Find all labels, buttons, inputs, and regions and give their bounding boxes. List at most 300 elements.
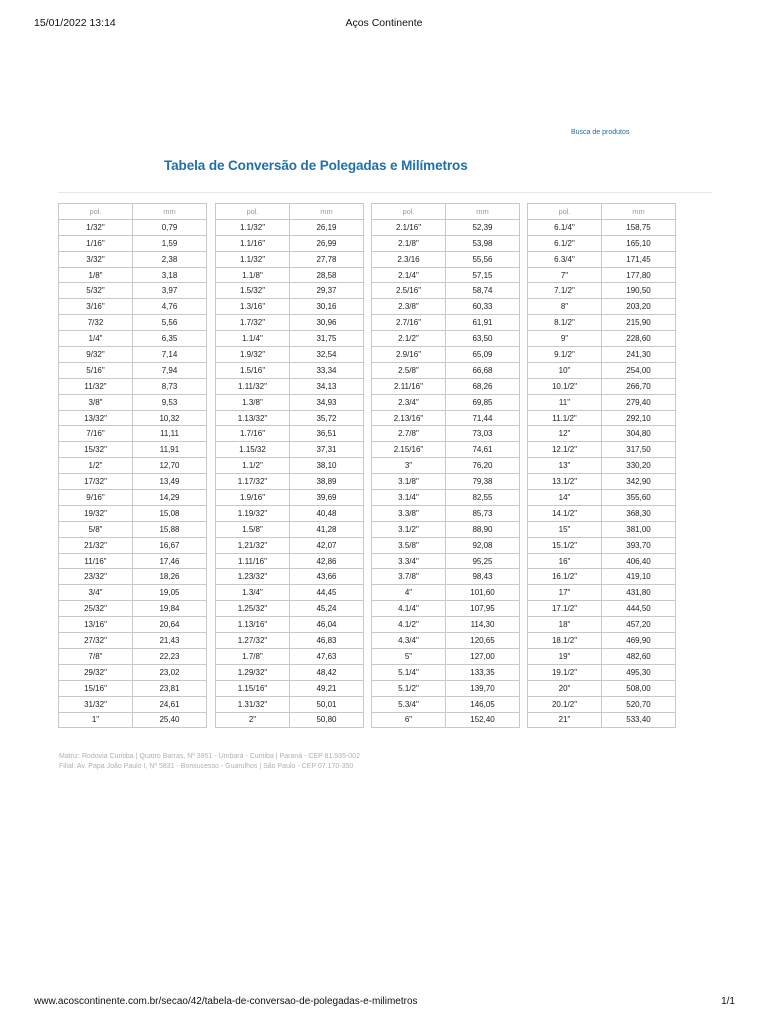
mm-cell: 190,50 [602, 283, 676, 299]
inch-cell: 10.1/2" [528, 378, 602, 394]
table-row [372, 235, 520, 251]
table-row [528, 664, 676, 680]
mm-cell: 10,32 [133, 410, 207, 426]
table-row [528, 331, 676, 347]
mm-cell: 2,38 [133, 251, 207, 267]
mm-cell: 36,51 [290, 426, 364, 442]
mm-cell: 13,49 [133, 474, 207, 490]
table-row [216, 283, 364, 299]
mm-cell: 52,39 [446, 219, 520, 235]
mm-cell: 43,66 [290, 569, 364, 585]
mm-cell: 146,05 [446, 696, 520, 712]
table-row [59, 299, 207, 315]
search-products-link[interactable]: Busca de produtos [571, 129, 630, 136]
table-row [372, 505, 520, 521]
mm-cell: 20,64 [133, 617, 207, 633]
column-header-pol: pol. [528, 204, 602, 220]
table-row [528, 283, 676, 299]
inch-cell: 19.1/2" [528, 664, 602, 680]
table-row [372, 362, 520, 378]
table-row [216, 601, 364, 617]
column-header-mm: mm [446, 204, 520, 220]
table-row [216, 664, 364, 680]
table-row [528, 680, 676, 696]
table-row [528, 458, 676, 474]
table-row [216, 633, 364, 649]
inch-cell: 2.5/16" [372, 283, 446, 299]
column-header-mm: mm [133, 204, 207, 220]
table-row [372, 378, 520, 394]
mm-cell: 61,91 [446, 315, 520, 331]
inch-cell: 1.13/16" [216, 617, 290, 633]
mm-cell: 23,02 [133, 664, 207, 680]
table-header-row [59, 204, 207, 220]
inch-cell: 15/16" [59, 680, 133, 696]
table-row [528, 362, 676, 378]
table-row [372, 680, 520, 696]
table-row [216, 410, 364, 426]
inch-cell: 2.1/8" [372, 235, 446, 251]
table-row [528, 267, 676, 283]
table-row [216, 347, 364, 363]
inch-cell: 15/32" [59, 442, 133, 458]
mm-cell: 14,29 [133, 490, 207, 506]
inch-cell: 3" [372, 458, 446, 474]
table-header-row [216, 204, 364, 220]
inch-cell: 1.1/32" [216, 219, 290, 235]
inch-cell: 5" [372, 648, 446, 664]
mm-cell: 101,60 [446, 585, 520, 601]
mm-cell: 74,61 [446, 442, 520, 458]
table-row [59, 585, 207, 601]
table-row [216, 219, 364, 235]
table-row [216, 362, 364, 378]
mm-cell: 12,70 [133, 458, 207, 474]
inch-cell: 1.31/32" [216, 696, 290, 712]
inch-cell: 6.1/2" [528, 235, 602, 251]
table-row [216, 521, 364, 537]
inch-cell: 2.3/8" [372, 299, 446, 315]
table-row [216, 315, 364, 331]
table-row [372, 601, 520, 617]
table-header-row [528, 204, 676, 220]
table-row [528, 235, 676, 251]
mm-cell: 23,81 [133, 680, 207, 696]
table-row [59, 219, 207, 235]
table-row [59, 696, 207, 712]
mm-cell: 44,45 [290, 585, 364, 601]
table-row [59, 633, 207, 649]
inch-cell: 1.27/32" [216, 633, 290, 649]
mm-cell: 50,80 [290, 712, 364, 728]
table-row [372, 331, 520, 347]
mm-cell: 120,65 [446, 633, 520, 649]
table-row [216, 553, 364, 569]
mm-cell: 3,97 [133, 283, 207, 299]
table-row [59, 235, 207, 251]
mm-cell: 71,44 [446, 410, 520, 426]
inch-cell: 13/32" [59, 410, 133, 426]
table-row [59, 442, 207, 458]
mm-cell: 4,76 [133, 299, 207, 315]
inch-cell: 1.3/8" [216, 394, 290, 410]
inch-cell: 6.1/4" [528, 219, 602, 235]
table-row [216, 617, 364, 633]
inch-cell: 4" [372, 585, 446, 601]
table-row [216, 648, 364, 664]
inch-cell: 1/2" [59, 458, 133, 474]
table-row [372, 442, 520, 458]
inch-cell: 2.15/16" [372, 442, 446, 458]
mm-cell: 79,38 [446, 474, 520, 490]
inch-cell: 3/16" [59, 299, 133, 315]
mm-cell: 152,40 [446, 712, 520, 728]
mm-cell: 241,30 [602, 347, 676, 363]
print-header-title: Aços Continente [345, 17, 423, 29]
table-row [216, 474, 364, 490]
table-row [372, 553, 520, 569]
inch-cell: 3/32" [59, 251, 133, 267]
conversion-table-1 [58, 203, 207, 728]
mm-cell: 55,56 [446, 251, 520, 267]
mm-cell: 469,90 [602, 633, 676, 649]
table-row [216, 696, 364, 712]
inch-cell: 3.1/4" [372, 490, 446, 506]
inch-cell: 2.7/8" [372, 426, 446, 442]
table-row [216, 680, 364, 696]
mm-cell: 41,28 [290, 521, 364, 537]
mm-cell: 34,13 [290, 378, 364, 394]
table-row [528, 251, 676, 267]
mm-cell: 26,99 [290, 235, 364, 251]
inch-cell: 2.1/2" [372, 331, 446, 347]
inch-cell: 4.1/2" [372, 617, 446, 633]
table-row [372, 585, 520, 601]
conversion-table-2 [215, 203, 364, 728]
table-row [216, 394, 364, 410]
inch-cell: 5.1/2" [372, 680, 446, 696]
table-row [59, 648, 207, 664]
inch-cell: 1.3/4" [216, 585, 290, 601]
table-row [372, 474, 520, 490]
mm-cell: 25,40 [133, 712, 207, 728]
print-url: www.acoscontinente.com.br/secao/42/tabela-de-conversao-de-polegadas-e-milimetros [34, 996, 418, 1007]
mm-cell: 46,04 [290, 617, 364, 633]
inch-cell: 1.9/32" [216, 347, 290, 363]
inch-cell: 1.11/32" [216, 378, 290, 394]
table-row [59, 394, 207, 410]
inch-cell: 1.13/32" [216, 410, 290, 426]
inch-cell: 17" [528, 585, 602, 601]
table-row [372, 251, 520, 267]
inch-cell: 2.3/4" [372, 394, 446, 410]
inch-cell: 11.1/2" [528, 410, 602, 426]
inch-cell: 9.1/2" [528, 347, 602, 363]
mm-cell: 107,95 [446, 601, 520, 617]
mm-cell: 19,05 [133, 585, 207, 601]
mm-cell: 3,18 [133, 267, 207, 283]
mm-cell: 330,20 [602, 458, 676, 474]
table-row [372, 410, 520, 426]
inch-cell: 12" [528, 426, 602, 442]
inch-cell: 13/16" [59, 617, 133, 633]
mm-cell: 63,50 [446, 331, 520, 347]
inch-cell: 1.19/32" [216, 505, 290, 521]
mm-cell: 30,16 [290, 299, 364, 315]
table-row [59, 537, 207, 553]
mm-cell: 37,31 [290, 442, 364, 458]
inch-cell: 1.7/16" [216, 426, 290, 442]
inch-cell: 1.3/16" [216, 299, 290, 315]
inch-cell: 20" [528, 680, 602, 696]
table-row [528, 426, 676, 442]
table-row [372, 347, 520, 363]
inch-cell: 4.3/4" [372, 633, 446, 649]
mm-cell: 35,72 [290, 410, 364, 426]
table-row [528, 585, 676, 601]
inch-cell: 1.9/16" [216, 490, 290, 506]
table-row [59, 315, 207, 331]
inch-cell: 2.1/16" [372, 219, 446, 235]
table-row [372, 569, 520, 585]
inch-cell: 2.1/4" [372, 267, 446, 283]
inch-cell: 2.11/16" [372, 378, 446, 394]
inch-cell: 7/16" [59, 426, 133, 442]
inch-cell: 1.23/32" [216, 569, 290, 585]
print-page-number: 1/1 [721, 996, 735, 1007]
inch-cell: 15" [528, 521, 602, 537]
inch-cell: 14" [528, 490, 602, 506]
mm-cell: 49,21 [290, 680, 364, 696]
table-row [59, 680, 207, 696]
mm-cell: 419,10 [602, 569, 676, 585]
table-row [372, 490, 520, 506]
mm-cell: 520,70 [602, 696, 676, 712]
mm-cell: 31,75 [290, 331, 364, 347]
table-row [59, 458, 207, 474]
column-header-pol: pol. [216, 204, 290, 220]
inch-cell: 18.1/2" [528, 633, 602, 649]
table-row [216, 537, 364, 553]
inch-cell: 5/32" [59, 283, 133, 299]
mm-cell: 33,34 [290, 362, 364, 378]
table-row [216, 267, 364, 283]
mm-cell: 17,46 [133, 553, 207, 569]
table-row [59, 267, 207, 283]
table-row [528, 617, 676, 633]
inch-cell: 3.3/4" [372, 553, 446, 569]
mm-cell: 133,35 [446, 664, 520, 680]
inch-cell: 7" [528, 267, 602, 283]
inch-cell: 7/8" [59, 648, 133, 664]
table-row [216, 299, 364, 315]
mm-cell: 11,11 [133, 426, 207, 442]
mm-cell: 42,07 [290, 537, 364, 553]
inch-cell: 4.1/4" [372, 601, 446, 617]
mm-cell: 171,45 [602, 251, 676, 267]
table-row [528, 315, 676, 331]
inch-cell: 2" [216, 712, 290, 728]
mm-cell: 65,09 [446, 347, 520, 363]
inch-cell: 3.1/2" [372, 521, 446, 537]
mm-cell: 92,08 [446, 537, 520, 553]
table-row [216, 426, 364, 442]
table-row [216, 331, 364, 347]
table-row [372, 521, 520, 537]
table-row [216, 585, 364, 601]
inch-cell: 1.1/2" [216, 458, 290, 474]
mm-cell: 66,68 [446, 362, 520, 378]
table-row [59, 601, 207, 617]
table-row [59, 362, 207, 378]
table-row [59, 331, 207, 347]
mm-cell: 495,30 [602, 664, 676, 680]
conversion-table-4 [527, 203, 676, 728]
table-row [372, 633, 520, 649]
mm-cell: 85,73 [446, 505, 520, 521]
mm-cell: 68,26 [446, 378, 520, 394]
mm-cell: 46,83 [290, 633, 364, 649]
inch-cell: 21" [528, 712, 602, 728]
inch-cell: 5/16" [59, 362, 133, 378]
table-row [528, 490, 676, 506]
table-row [59, 426, 207, 442]
mm-cell: 292,10 [602, 410, 676, 426]
mm-cell: 165,10 [602, 235, 676, 251]
inch-cell: 5.1/4" [372, 664, 446, 680]
inch-cell: 2.7/16" [372, 315, 446, 331]
inch-cell: 15.1/2" [528, 537, 602, 553]
inch-cell: 1.7/32" [216, 315, 290, 331]
inch-cell: 3.7/8" [372, 569, 446, 585]
table-row [372, 617, 520, 633]
table-row [216, 235, 364, 251]
inch-cell: 9" [528, 331, 602, 347]
inch-cell: 31/32" [59, 696, 133, 712]
mm-cell: 73,03 [446, 426, 520, 442]
inch-cell: 11/32" [59, 378, 133, 394]
inch-cell: 25/32" [59, 601, 133, 617]
mm-cell: 203,20 [602, 299, 676, 315]
inch-cell: 18" [528, 617, 602, 633]
mm-cell: 139,70 [446, 680, 520, 696]
mm-cell: 393,70 [602, 537, 676, 553]
table-row [528, 601, 676, 617]
inch-cell: 16.1/2" [528, 569, 602, 585]
table-row [216, 505, 364, 521]
mm-cell: 38,89 [290, 474, 364, 490]
mm-cell: 58,74 [446, 283, 520, 299]
inch-cell: 3/8" [59, 394, 133, 410]
table-row [528, 410, 676, 426]
inch-cell: 23/32" [59, 569, 133, 585]
mm-cell: 21,43 [133, 633, 207, 649]
inch-cell: 3/4" [59, 585, 133, 601]
table-row [528, 219, 676, 235]
inch-cell: 1/32" [59, 219, 133, 235]
table-row [372, 267, 520, 283]
mm-cell: 38,10 [290, 458, 364, 474]
mm-cell: 16,67 [133, 537, 207, 553]
inch-cell: 5/8" [59, 521, 133, 537]
mm-cell: 406,40 [602, 553, 676, 569]
table-row [372, 712, 520, 728]
mm-cell: 32,54 [290, 347, 364, 363]
mm-cell: 368,30 [602, 505, 676, 521]
table-row [528, 648, 676, 664]
mm-cell: 228,60 [602, 331, 676, 347]
table-row [59, 251, 207, 267]
mm-cell: 7,14 [133, 347, 207, 363]
table-row [59, 283, 207, 299]
inch-cell: 1.17/32" [216, 474, 290, 490]
table-row [372, 648, 520, 664]
inch-cell: 1/4" [59, 331, 133, 347]
table-row [372, 219, 520, 235]
table-row [59, 521, 207, 537]
column-header-mm: mm [602, 204, 676, 220]
mm-cell: 317,50 [602, 442, 676, 458]
mm-cell: 26,19 [290, 219, 364, 235]
mm-cell: 177,80 [602, 267, 676, 283]
mm-cell: 29,37 [290, 283, 364, 299]
mm-cell: 50,01 [290, 696, 364, 712]
mm-cell: 39,69 [290, 490, 364, 506]
table-row [372, 283, 520, 299]
table-row [59, 347, 207, 363]
table-row [59, 410, 207, 426]
inch-cell: 1.5/16" [216, 362, 290, 378]
mm-cell: 482,60 [602, 648, 676, 664]
address-footer [59, 752, 360, 772]
column-header-pol: pol. [59, 204, 133, 220]
table-row [528, 521, 676, 537]
inch-cell: 8" [528, 299, 602, 315]
mm-cell: 24,61 [133, 696, 207, 712]
mm-cell: 279,40 [602, 394, 676, 410]
mm-cell: 34,93 [290, 394, 364, 410]
inch-cell: 17.1/2" [528, 601, 602, 617]
table-row [528, 569, 676, 585]
inch-cell: 1.11/16" [216, 553, 290, 569]
print-date: 15/01/2022 13:14 [34, 17, 116, 29]
mm-cell: 355,60 [602, 490, 676, 506]
table-row [216, 490, 364, 506]
mm-cell: 533,40 [602, 712, 676, 728]
mm-cell: 30,96 [290, 315, 364, 331]
table-row [372, 458, 520, 474]
table-row [372, 394, 520, 410]
inch-cell: 1.5/8" [216, 521, 290, 537]
table-row [528, 505, 676, 521]
inch-cell: 1.15/32 [216, 442, 290, 458]
mm-cell: 254,00 [602, 362, 676, 378]
mm-cell: 60,33 [446, 299, 520, 315]
mm-cell: 342,90 [602, 474, 676, 490]
mm-cell: 69,85 [446, 394, 520, 410]
inch-cell: 2.9/16" [372, 347, 446, 363]
inch-cell: 1.1/8" [216, 267, 290, 283]
table-row [528, 696, 676, 712]
table-row [59, 617, 207, 633]
mm-cell: 98,43 [446, 569, 520, 585]
table-row [216, 458, 364, 474]
table-header-row [372, 204, 520, 220]
inch-cell: 1.5/32" [216, 283, 290, 299]
mm-cell: 6,35 [133, 331, 207, 347]
table-row [372, 299, 520, 315]
table-row [59, 553, 207, 569]
